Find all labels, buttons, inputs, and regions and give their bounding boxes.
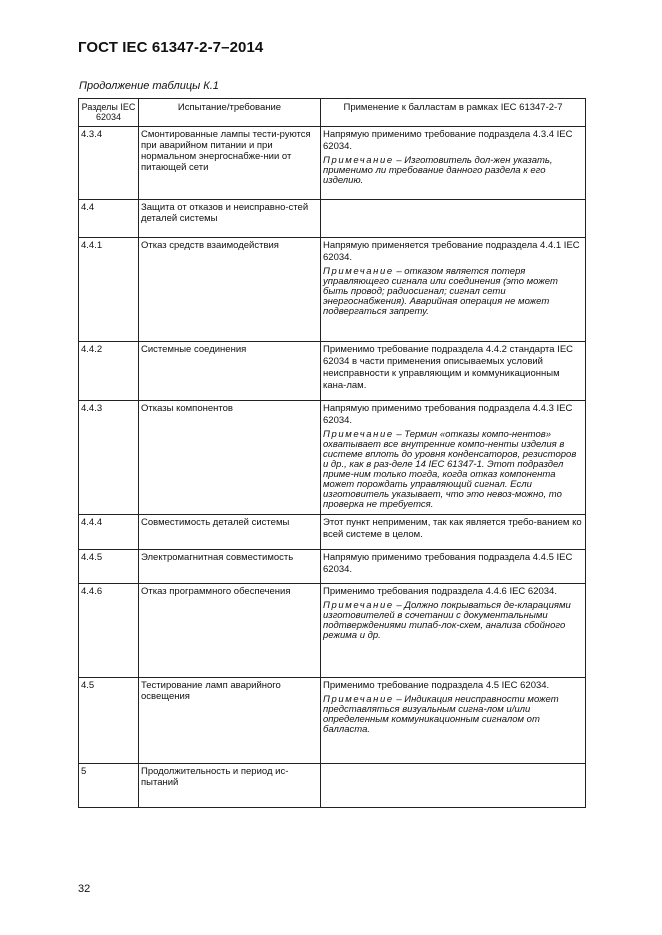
page-number: 32 xyxy=(78,883,91,895)
compliance-table xyxy=(78,98,586,808)
row-section-number: 4.5 xyxy=(79,678,139,764)
row-application xyxy=(321,515,586,550)
row-application xyxy=(321,342,586,401)
note-label: Примечание xyxy=(323,429,394,440)
row-section-number: 4.4.4 xyxy=(79,515,139,550)
row-test-requirement: Отказ средств взаимодействия xyxy=(139,238,321,342)
row-test-requirement: Системные соединения xyxy=(139,342,321,401)
row-test-requirement: Совместимость деталей системы xyxy=(139,515,321,550)
row-application xyxy=(321,401,586,515)
row-application xyxy=(321,127,586,200)
header-test: Испытание/требование xyxy=(139,99,321,127)
row-test-requirement: Электромагнитная совместимость xyxy=(139,550,321,584)
application-note xyxy=(323,601,583,641)
row-application xyxy=(321,550,586,584)
application-text: Напрямую применимо требования подраздела 4.4.5 IEC 62034. xyxy=(323,552,573,575)
note-text: – отказом является потеря управляющего сигнала или соединения (это может быть провод; радиосигнал; сигнал сети энергоснабжения). Аварийная операция не может подвергаться запрету. xyxy=(323,266,558,317)
row-test-requirement: Тестирование ламп аварийного освещения xyxy=(139,678,321,764)
table-row xyxy=(79,764,586,808)
application-note xyxy=(323,156,583,186)
row-section-number: 4.3.4 xyxy=(79,127,139,200)
application-text: Применимо требование подраздела 4.4.2 стандарта IEC 62034 в части применения описываемых условий неисправности к управляющим и коммуникационным кана-лам. xyxy=(323,344,574,391)
row-application xyxy=(321,678,586,764)
table-row xyxy=(79,238,586,342)
row-test-requirement: Смонтированные лампы тести-руются при аварийном питании и при нормальном энергоснабже-нии от питающей сети xyxy=(139,127,321,200)
application-text: Применимо требование подраздела 4.5 IEC 62034. xyxy=(323,680,550,691)
row-application xyxy=(321,238,586,342)
note-label: Примечание xyxy=(323,694,394,705)
table-row xyxy=(79,200,586,238)
row-application xyxy=(321,200,586,238)
table-row xyxy=(79,584,586,678)
application-note xyxy=(323,430,583,510)
row-section-number: 4.4 xyxy=(79,200,139,238)
row-section-number: 4.4.2 xyxy=(79,342,139,401)
row-application xyxy=(321,764,586,808)
table-row xyxy=(79,401,586,515)
row-application xyxy=(321,584,586,678)
application-text: Напрямую применимо требования подраздела 4.4.3 IEC 62034. xyxy=(323,403,573,426)
row-section-number: 4.4.5 xyxy=(79,550,139,584)
note-text: – Изготовитель дол-жен указать, применимо ли требование данного раздела к его изделию. xyxy=(323,155,553,186)
application-note xyxy=(323,695,583,735)
application-text: Напрямую применяется требование подраздела 4.4.1 IEC 62034. xyxy=(323,240,580,263)
application-text: Этот пункт неприменим, так как является требо-ванием ко всей системе в целом. xyxy=(323,517,582,540)
note-label: Примечание xyxy=(323,155,394,166)
row-test-requirement: Отказ программного обеспечения xyxy=(139,584,321,678)
note-text: – Термин «отказы компо-нентов» охватывает все внутренние компо-ненты изделия в системе вплоть до уровня конденсаторов, резисторов и др., как в раз-деле 14 IEC 61347-1. Этот подраздел приме-ним только тогда, когда отказ компонента может порождать управляющий сигнал. Если изготовитель указывает, что это невоз-можно, то проверка не требуется. xyxy=(323,429,577,510)
application-text: Напрямую применимо требование подраздела 4.3.4 IEC 62034. xyxy=(323,129,573,152)
table-row xyxy=(79,678,586,764)
row-section-number: 4.4.6 xyxy=(79,584,139,678)
document-header: ГОСТ IEC 61347-2-7–2014 xyxy=(78,39,264,56)
row-test-requirement: Отказы компонентов xyxy=(139,401,321,515)
table-caption: Продолжение таблицы К.1 xyxy=(79,80,219,92)
table-row xyxy=(79,342,586,401)
row-test-requirement: Продолжительность и период ис-пытаний xyxy=(139,764,321,808)
application-note xyxy=(323,267,583,317)
note-text: – Должно покрываться де-кларациями изготовителей в сочетании с документальными подтверждениями типаб-лок-схем, анализа сбойного режима и др. xyxy=(323,600,571,641)
row-test-requirement: Защита от отказов и неисправно-стей деталей системы xyxy=(139,200,321,238)
note-label: Примечание xyxy=(323,600,394,611)
application-text: Применимо требования подраздела 4.4.6 IEC 62034. xyxy=(323,586,557,597)
header-application: Применение к балластам в рамках IEC 61347-2-7 xyxy=(321,99,586,127)
table-row xyxy=(79,515,586,550)
row-section-number: 4.4.1 xyxy=(79,238,139,342)
row-section-number: 4.4.3 xyxy=(79,401,139,515)
note-text: – Индикация неисправности может представляться визуальным сигна-лом и/или определенным коммуникационным сигналом от балласта. xyxy=(323,694,559,735)
row-section-number: 5 xyxy=(79,764,139,808)
table-row xyxy=(79,550,586,584)
note-label: Примечание xyxy=(323,266,394,277)
header-sections: Разделы IEC 62034 xyxy=(79,99,139,127)
table-row xyxy=(79,127,586,200)
